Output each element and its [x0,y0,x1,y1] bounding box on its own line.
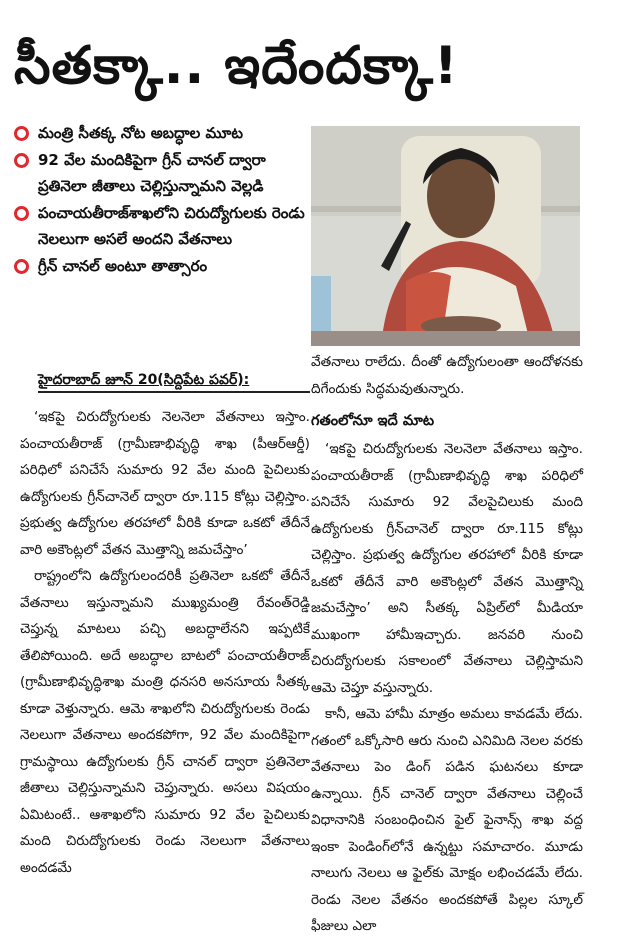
article-right-column [311,349,583,940]
highlight-item [8,147,308,199]
section-subhead: గతంలోనూ ఇదే మాట [311,413,435,429]
headline: సీతక్కా.. ఇదేందక్కా! [14,36,459,96]
minister-photo [311,126,580,346]
highlight-item [8,120,308,146]
continuation-paragraph: వేతనాలు రాలేదు. దీంతో ఉద్యోగులంతా ఆందోళనకు దిగేందుకు సిద్ధమవుతున్నారు. [311,354,583,397]
highlights-list [8,120,308,280]
highlight-item [8,200,308,252]
quote-paragraph: ‘ఇకపై చిరుద్యోగులకు నెలనెలా వేతనాలు ఇస్తాం. పంచాయతీరాజ్ (గ్రామీణాభివృద్ధి శాఖ (పీఆర్ఆర్డీ) పరిధిలో పనిచేసే సుమారు 92 వేల మంది పైచిలుకు ఉద్యోగులకు గ్రీన్‌చానెల్ ద్వారా రూ.115 కోట్లు చెల్లిస్తాం. ప్రభుత్వ ఉద్యోగుల తరహాలో వీరికి కూడా ఒకటో తేదీనే వారి అకౌంట్లలో వేతన మొత్తాన్ని జమచేస్తాం’ [20,409,310,558]
highlight-text: గ్రీన్ చానల్ అంటూ తాత్సారం [38,257,208,275]
body-paragraph: ‘ఇకపై చిరుద్యోగులకు నెలనెలా వేతనాలు ఇస్తాం. పంచాయతీరాజ్ (గ్రామీణాభివృద్ధి శాఖ పరిధిలో పనిచేసే సుమారు 92 వేలపైచిలుకు మంది ఉద్యోగులకు గ్రీన్‌చానెల్ ద్వారా రూ.115 కోట్లు చెల్లిస్తాం. ప్రభుత్వ ఉద్యోగుల తరహాలో వీరికి కూడా ఒకటో తేదీనే వారి అకౌంట్లలో వేతన మొత్తాన్ని జమచేస్తాం’ అని సీతక్క ఏప్రిల్‌లో మీడియా ముఖంగా హామీఇచ్చారు. జనవరి నుంచి చిరుద్యోగులకు సకాలంలో వేతనాలు చెల్లిస్తామని ఆమె చెప్తూ వస్తున్నారు. [311,441,583,696]
bullet-ring-icon [14,206,29,221]
dateline: హైదరాబాద్ జూన్ 20(సిద్దిపేట పవర్): [38,369,310,393]
highlight-item [8,253,308,279]
bullet-ring-icon [14,259,29,274]
body-paragraph: కానీ, ఆమె హామీ మాత్రం అమలు కావడమే లేదు. గతంలో ఒక్కోసారి ఆరు నుంచి ఎనిమిది నెలల వరకు వేతనాలు పెం డింగ్ పడిన ఘటనలు కూడా ఉన్నాయి. గ్రీన్ చానెల్ ద్వారా వేతనాలు చెల్లించే విధానానికి సంబంధించిన ఫైల్ ఫైనాన్స్ శాఖ వద్ద ఇంకా పెండింగ్‌లోనే ఉన్నట్టు సమాచారం. మూడు నాలుగు నెలలు ఆ ఫైల్‌కు మోక్షం లభించడమే లేదు. రెండు నెలల వేతనం అందకపోతే పిల్లల స్కూల్ ఫీజులు ఎలా [311,706,583,934]
article-left-column [20,404,310,881]
body-paragraph: రాష్ట్రంలోని ఉద్యోగులందరికీ ప్రతినెలా ఒకటో తేదీనే వేతనాలు ఇస్తున్నామని ముఖ్యమంత్రి రేవంత్‌రెడ్డి చెప్తున్న మాటలు పచ్చి అబద్ధాలేనని ఇప్పటికే తేలిపోయింది. అదే అబద్ధాల బాటలో పంచాయతీరాజ్ (గ్రామీణాభివృద్ధిశాఖ మంత్రి ధనసరి అనసూయ సీతక్క కూడా వెళ్తున్నారు. ఆమె శాఖలోని చిరుద్యోగులకు రెండు నెలలుగా వేతనాలు అందకపోగా, 92 వేల మందికిపైగా గ్రామస్థాయి ఉద్యోగులకు గ్రీన్ చానల్ ద్వారా ప్రతినెలా జీతాలు చెల్లిస్తున్నామని చెప్తున్నారు. అసలు విషయం ఏమిటంటే.. ఆశాఖలోని సుమారు 92 వేల పైచిలుకు మంది చిరుద్యోగులకు రెండు నెలలుగా వేతనాలు అందడమే [20,568,310,876]
highlight-text: 92 వేల మందికిపైగా గ్రీన్ చానల్ ద్వారా ప్రతినెలా జీతాలు చెల్లిస్తున్నామని వెల్లడి [38,151,266,195]
bullet-ring-icon [14,153,29,168]
highlight-text: మంత్రి సీతక్క నోట అబద్ధాల మూట [38,124,243,142]
highlight-text: పంచాయతీరాజ్‌శాఖలోని చిరుద్యోగులకు రెండు నెలలుగా అసలే అందని వేతనాలు [38,204,305,248]
bullet-ring-icon [14,126,29,141]
